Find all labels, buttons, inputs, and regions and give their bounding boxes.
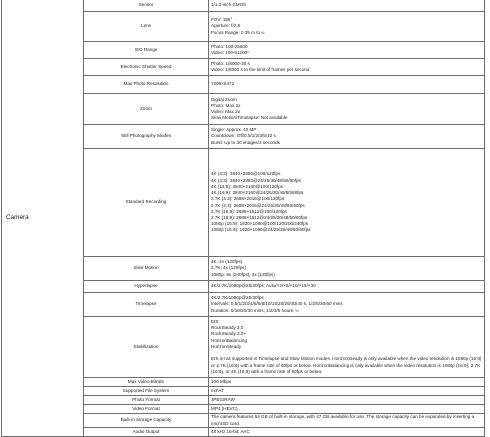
spec-value [209,378,485,387]
spec-feature: Photo Format [84,396,209,405]
spec-value-line: 48 kHz 16-bit; AAC [211,428,250,434]
spec-value-line: Slow Motion/Timelapse: Not available [211,115,288,121]
spec-value-line: 2.7K (16:9): 2688×1512@24/25/30/48/50/60fps [211,214,308,220]
spec-value [209,149,485,257]
spec-value [209,257,485,281]
spec-feature: Slow Motion [84,257,209,281]
spec-feature: Still Photography Modes [84,125,209,149]
spec-feature: Zoom [84,94,209,125]
spec-value [209,387,485,396]
spec-value-line: Countdown: Off/0.5/1/2/3/5/10 s [211,133,276,139]
spec-feature: Standard Recording [84,149,209,257]
spec-value-line: 1080p: 8x (240fps), 4x (120fps) [211,271,275,277]
spec-value-line: RockSteady 3.0+ [211,331,247,337]
spec-value [209,428,485,437]
spec-table-body [2,0,485,437]
spec-feature: Sensor [84,0,209,12]
spec-value [209,76,485,94]
spec-value [209,0,485,12]
spec-value [209,12,485,42]
spec-value-line: Duration: 5/10/20/30 mins, 1/2/3/5 hours, ∞ [211,307,299,313]
spec-value-line: exFAT [211,387,224,393]
spec-value-line: 4K/2.7K/1080p@25/30fps [211,295,264,301]
spec-value-line: Single: Approx. 40 MP [211,127,257,133]
spec-value-line: Aperture: f/2.8 [211,23,241,29]
spec-row [2,0,485,12]
spec-value [209,414,485,428]
spec-value-line: 2.7K (4:3): 2688×2016@24/25/30/48/50/60fps [211,202,305,208]
spec-value-line: Digital Zoom [211,96,237,102]
spec-feature: Audio Output [84,428,209,437]
spec-value-line: JPEG/RAW [211,396,235,402]
spec-value-line: Intervals: 0.5/1/2/3/4/5/6/8/10/15/20/25/30/40 s, 1/2/5/30/60 mins [211,301,343,307]
spec-feature: Supported File System [84,387,209,396]
spec-value-line: 2.7K (16:9): 2688×1512@100/120fps [211,208,287,214]
spec-value [209,125,485,149]
spec-value-line: 4K (4:3): 3840×2880@100/120fps [211,171,281,177]
spec-value-line: Photo: 1/8000-30 s [211,60,250,66]
spec-value-line: The camera features 64 GB of built-in storage, with 47 GB available for use. The storage capacity can be expanded by inserting a microSD card. [211,414,475,426]
spec-value-line: 1080p (16:9): 1920×1080@24/25/30/48/50/60fps [211,227,311,233]
spec-feature: Hyperlapse [84,281,209,293]
spec-feature: Lens [84,12,209,42]
spec-value [209,281,485,293]
spec-value-line: Video: 100-51200* [211,50,249,55]
spec-value-line: RockSteady 3.0 [211,325,244,331]
spec-value-line: EIS: [211,319,220,325]
spec-value [209,42,485,59]
spec-feature: Timelapse [84,293,209,317]
spec-value-line: 7296×5472 [211,81,235,87]
spec-value-line: HorizonBalancing [211,337,248,343]
spec-value-line: 100 Mbps [211,378,232,384]
spec-value-line: MP4 (HEVC) [211,405,238,411]
spec-value-line: Photo: Max 2x [211,102,241,108]
spec-value-line: 2.7K: 4x (120fps) [211,265,246,271]
spec-value-line: Video: 1/8000 s to the limit of frames per second [211,67,310,72]
spec-value-line: Photo: 100-25600 [211,43,248,49]
spec-value [209,59,485,76]
spec-value-line: HorizonSteady [211,343,242,349]
spec-feature: Max Video Bitrate [84,378,209,387]
spec-value-line: 4K/2.7K/1080p@25/30fps: Auto/×2/×5/×10/×15/×30 [211,283,316,289]
spec-feature: Electronic Shutter Speed [84,59,209,76]
spec-value [209,293,485,317]
spec-value-line: FOV: 155° [211,17,233,23]
spec-feature: Built-in Storage Capacity [84,414,209,428]
spec-value-line: 4K (16:9): 3840×2160@24/25/30/48/50/60fps [211,190,304,196]
spec-feature: Video Format [84,405,209,414]
spec-value [209,94,485,125]
spec-feature: ISO Range [84,42,209,59]
spec-value-line: 4K (4:3): 3840×2880@24/25/30/48/50/60fps [211,177,301,183]
spec-value-line: Video: Max 2x [211,109,241,114]
spec-value-line: 1080p (16:9): 1920×1080@100/120/200/240fps [211,221,309,227]
spec-value-line: 4K (16:9): 3840×2160@100/120fps [211,183,283,189]
spec-value-line: 4K: 4x (120fps) [211,259,243,265]
spec-value [209,396,485,405]
spec-feature: Stabilization [84,317,209,378]
category-label: Camera [2,0,84,437]
spec-table [1,0,485,437]
spec-value-line: 2.7K (4:3): 2688×2016@100/120fps [211,196,285,202]
spec-value-line: EIS is not supported in Timelapse and Slow Motion modes. HorizonSteady is only available when the video resolution is 1080p (16:9) or 2.7K (16:9) with a frame rate of 60fps or below. HorizonBalancing is only available when the video resolution is 1080p (16:9), 2.7K (16:9), or 4K (16:9) with a frame rate of 60fps or below. [211,356,482,374]
spec-value-line: Focus Range: 0.35 m to ∞ [211,29,265,35]
spec-value-line: 1/1.3-inch CMOS [211,2,247,8]
spec-feature: Max Photo Resolution [84,76,209,94]
spec-value [209,317,485,378]
spec-value-line: Burst: Up to 30 images/3 seconds [211,139,280,145]
spec-value [209,405,485,414]
